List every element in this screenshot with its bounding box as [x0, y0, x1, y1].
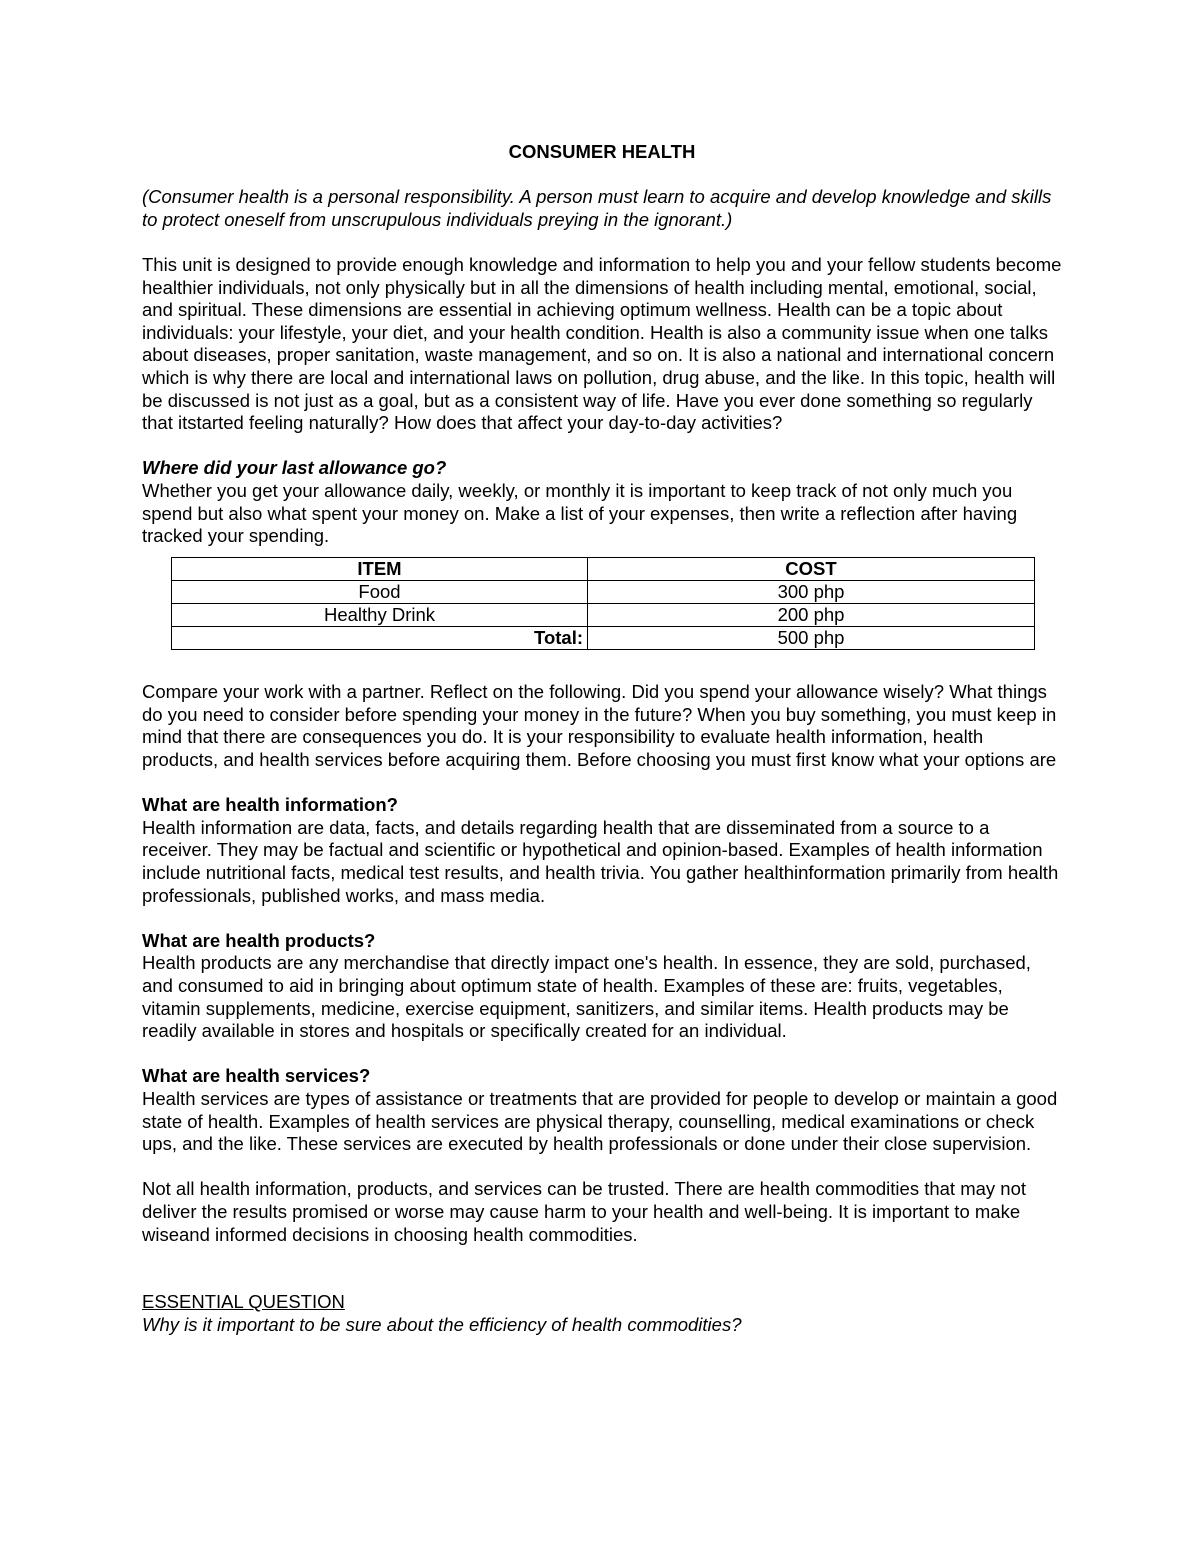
cost-cell: 300 php: [588, 580, 1035, 603]
allowance-body: Whether you get your allowance daily, weekly, or monthly it is important to keep track of not only much you spend but also what spent your money on. Make a list of your expenses, then write a reflection after having tracked your spending.: [142, 479, 1018, 547]
cost-cell: 200 php: [588, 603, 1035, 626]
header-cost: COST: [588, 557, 1035, 580]
info-heading: What are health information?: [142, 794, 398, 816]
info-body: Health information are data, facts, and details regarding health that are disseminated from a source to a receiver. They may be factual and scientific or hypothetical and opinion-based. Examples of health information include nutritional facts, medical test results, and health trivia. You gather healthinformation primarily from health professionals, published works, and mass media.: [142, 816, 1059, 906]
total-row: [172, 626, 1035, 649]
header-item: ITEM: [172, 557, 588, 580]
page-title: CONSUMER HEALTH: [508, 141, 696, 162]
essential-question: Why is it important to be sure about the efficiency of health commodities?: [142, 1313, 742, 1335]
intro-paragraph: This unit is designed to provide enough knowledge and information to help you and your fellow students become healthier individuals, not only physically but in all the dimensions of health including mental, emotional, social, and spiritual. These dimensions are essential in achieving optimum wellness. Health can be a topic about individuals: your lifestyle, your diet, and your health condition. Health is also a community issue when one talks about diseases, proper sanitation, waste management, and so on. It is also a national and international concern which is why there are local and international laws on pollution, drug abuse, and the like. In this topic, health will be discussed is not just as a goal, but as a consistent way of life. Have you ever done something so regularly that itstarted feeling naturally? How does that affect your day-to-day activities?: [142, 253, 1062, 434]
total-label: Total:: [172, 626, 588, 649]
table-header-row: [172, 557, 1035, 580]
table-row: [172, 580, 1035, 603]
item-cell: Food: [172, 580, 588, 603]
compare-paragraph: Compare your work with a partner. Reflect on the following. Did you spend your allowance wisely? What things do you need to consider before spending your money in the future? When you buy something, you must keep in mind that there are consequences you do. It is your responsibility to evaluate health information, health products, and health services before acquiring them. Before choosing you must first know what your options are: [142, 681, 1057, 771]
table-row: [172, 603, 1035, 626]
expenses-table: [171, 557, 1035, 650]
document-page: [142, 141, 1062, 1337]
essential-question-label: ESSENTIAL QUESTION: [142, 1291, 345, 1313]
item-cell: Healthy Drink: [172, 603, 588, 626]
total-value: 500 php: [588, 626, 1035, 649]
trust-paragraph: Not all health information, products, and services can be trusted. There are health commodities that may not deliver the results promised or worse may cause harm to your health and well-being. It is important to make wiseand informed decisions in choosing health commodities.: [142, 1178, 1027, 1245]
products-body: Health products are any merchandise that directly impact one's health. In essence, they are sold, purchased, and consumed to aid in bringing about optimum state of health. Examples of these are: fruits, vegetables, vitamin supplements, medicine, exercise equipment, sanitizers, and similar items. Health products may be readily available in stores and hospitals or specifically created for an individual.: [142, 952, 1031, 1042]
services-body: Health services are types of assistance or treatments that are provided for people to develop or maintain a good state of health. Examples of health services are physical therapy, counselling, medical examinations or check ups, and the like. These services are executed by health professionals or done under their close supervision.: [142, 1087, 1058, 1155]
allowance-heading: Where did your last allowance go?: [142, 457, 447, 479]
intro-note: (Consumer health is a personal responsibility. A person must learn to acquire and develop knowledge and skills to protect oneself from unscrupulous individuals preying in the ignorant.): [142, 186, 1052, 230]
products-heading: What are health products?: [142, 929, 376, 951]
services-heading: What are health services?: [142, 1065, 371, 1087]
